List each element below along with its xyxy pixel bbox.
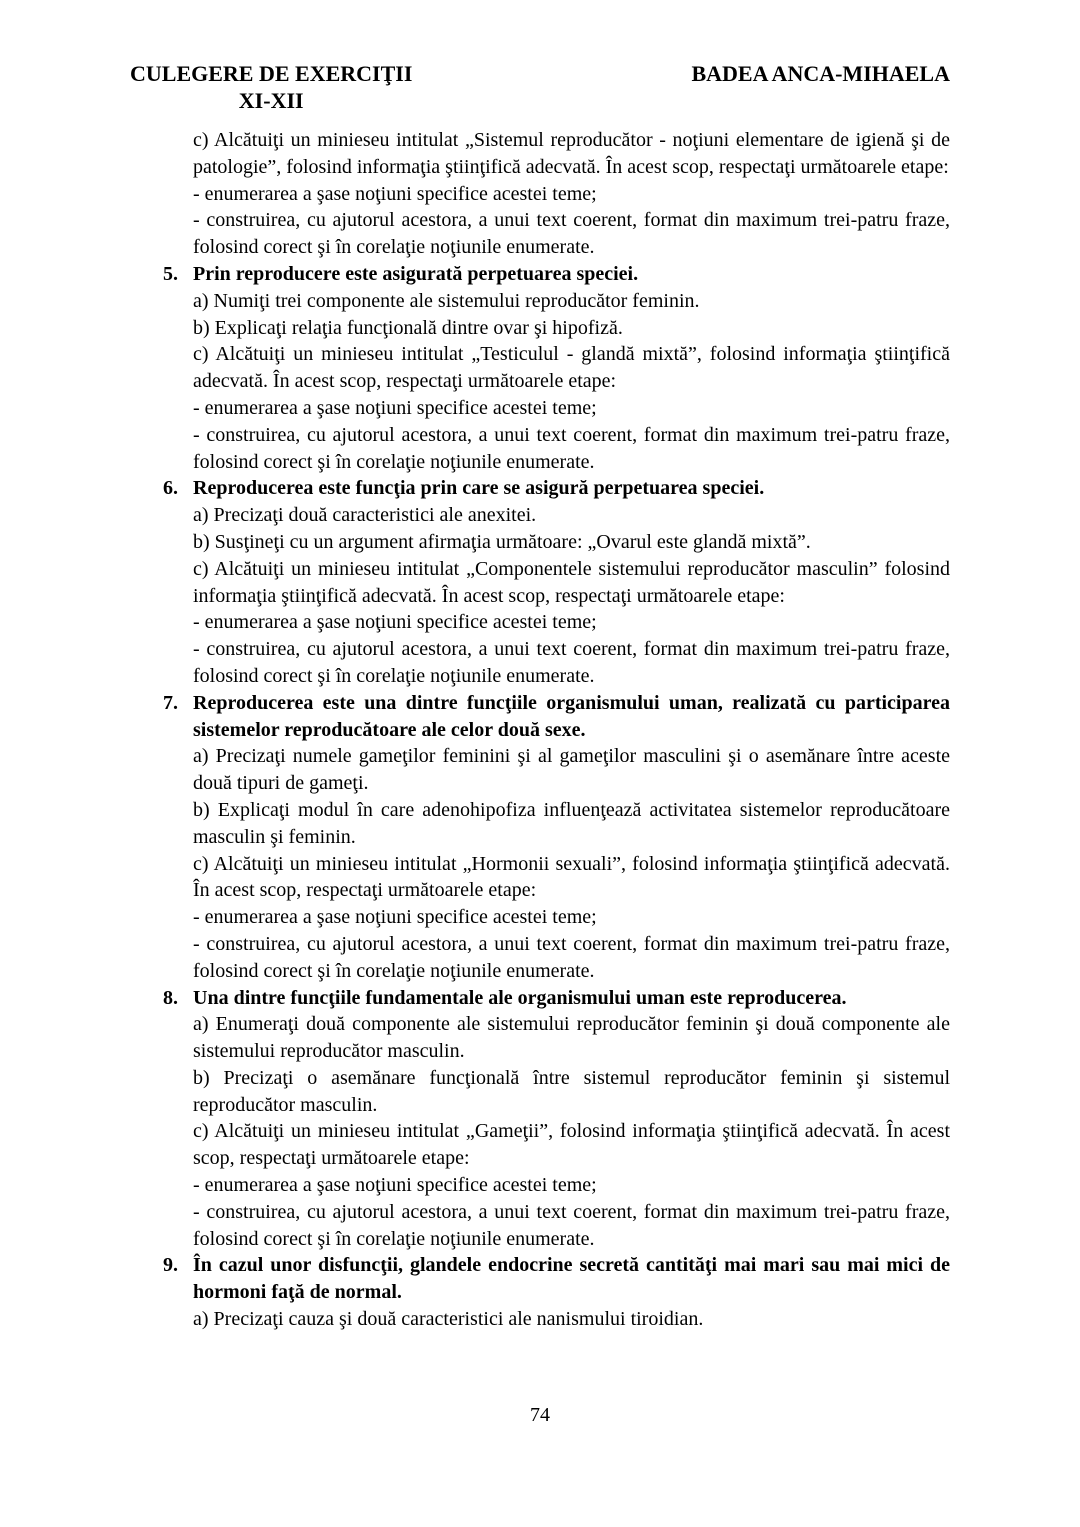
exercise-part-b: b) Susţineţi cu un argument afirmaţia următoare: „Ovarul este glandă mixtă”. (193, 530, 811, 553)
bullet-line: - enumerarea a şase noţiuni specifice acestei teme; (193, 1174, 597, 1197)
page-header (0, 0, 1080, 114)
bullet-line: - enumerarea a şase noţiuni specifice acestei teme; (193, 611, 597, 634)
item-statement: Reproducerea este una dintre funcţiile organismului uman, realizată cu participarea sistemelor reproducătoare ale celor două sexe. (193, 691, 950, 741)
exercise-part-a: a) Numiţi trei componente ale sistemului reproducător feminin. (193, 289, 700, 312)
item-number: 5. (163, 262, 178, 285)
item-number: 8. (163, 986, 178, 1009)
exercise-item-9 (163, 1252, 950, 1332)
bullet-line: - construirea, cu ajutorul acestora, a unui text coerent, format din maximum trei-patru fraze, folosind corect şi în corelaţie noţiunile enumerate. (193, 423, 950, 473)
exercise-item-5 (163, 261, 950, 475)
exercise-part-b: b) Explicaţi modul în care adenohipofiza influenţează activitatea sistemelor reproducătoare masculin şi feminin. (193, 798, 950, 848)
bullet-line: - construirea, cu ajutorul acestora, a unui text coerent, format din maximum trei-patru fraze, folosind corect şi în corelaţie noţiunile enumerate. (193, 209, 950, 259)
page-number: 74 (530, 1404, 550, 1426)
bullet-line: - enumerarea a şase noţiuni specifice acestei teme; (193, 906, 597, 929)
page-content (163, 127, 950, 1333)
exercise-part-c: c) Alcătuiţi un minieseu intitulat „Testiculul - glandă mixtă”, folosind informaţia ştiinţifică adecvată. În acest scop, respectaţi următoarele etape: (193, 343, 950, 393)
exercise-item-6 (163, 475, 950, 689)
exercise-part-c: c) Alcătuiţi un minieseu intitulat „Gameţii”, folosind informaţia ştiinţifică adecvată. În acest scop, respectaţi următoarele etape: (193, 1120, 950, 1170)
book-title-block (130, 60, 412, 114)
exercise-item-7 (163, 690, 950, 985)
exercise-part-b: b) Explicaţi relaţia funcţională dintre ovar şi hipofiză. (193, 316, 623, 339)
exercise-part-c: c) Alcătuiţi un minieseu intitulat „Hormonii sexuali”, folosind informaţia ştiinţifică adecvată. În acest scop, respectaţi următoarele etape: (193, 852, 950, 902)
bullet-line: - enumerarea a şase noţiuni specifice acestei teme; (193, 396, 597, 419)
item-number: 7. (163, 691, 178, 714)
exercise-continuation (193, 127, 950, 261)
item-statement: Prin reproducere este asigurată perpetuarea speciei. (193, 262, 639, 285)
exercise-part-c: c) Alcătuiţi un minieseu intitulat „Componentele sistemului reproducător masculin” folosind informaţia ştiinţifică adecvată. În acest scop, respectaţi următoarele etape: (193, 557, 950, 607)
item-number: 9. (163, 1254, 178, 1277)
exercise-part-b: b) Precizaţi o asemănare funcţională între sistemul reproducător feminin şi sistemul reproducător masculin. (193, 1066, 950, 1116)
bullet-line: - construirea, cu ajutorul acestora, a unui text coerent, format din maximum trei-patru fraze, folosind corect şi în corelaţie noţiunile enumerate. (193, 638, 950, 687)
item-number: 6. (163, 477, 178, 500)
exercise-item-8 (163, 985, 950, 1253)
item-statement: Reproducerea este funcţia prin care se asigură perpetuarea speciei. (193, 477, 765, 500)
book-subtitle: XI-XII (238, 88, 304, 113)
item-statement: În cazul unor disfuncţii, glandele endocrine secretă cantităţi mai mari sau mai mici de hormoni faţă de normal. (193, 1254, 950, 1304)
book-title: CULEGERE DE EXERCIŢII (130, 61, 413, 86)
exercise-part-c: c) Alcătuiţi un minieseu intitulat „Sistemul reproducător - noţiuni elementare de igienă şi de patologie”, folosind informaţia ştiinţifică adecvată. În acest scop, respectaţi următoarele etape: (193, 129, 950, 178)
exercise-part-a: a) Precizaţi două caracteristici ale anexitei. (193, 504, 537, 527)
bullet-line: - construirea, cu ajutorul acestora, a unui text coerent, format din maximum trei-patru fraze, folosind corect şi în corelaţie noţiunile enumerate. (193, 1200, 950, 1250)
bullet-line: - enumerarea a şase noţiuni specifice acestei teme; (193, 182, 597, 205)
exercise-part-a: a) Precizaţi cauza şi două caracteristici ale nanismului tiroidian. (193, 1308, 704, 1331)
exercise-part-a: a) Enumeraţi două componente ale sistemului reproducător feminin şi două componente ale sistemului reproducător masculin. (193, 1013, 950, 1063)
author-name: BADEA ANCA-MIHAELA (691, 61, 950, 86)
page-footer (0, 1404, 1080, 1427)
bullet-line: - construirea, cu ajutorul acestora, a unui text coerent, format din maximum trei-patru fraze, folosind corect şi în corelaţie noţiunile enumerate. (193, 932, 950, 982)
exercise-part-a: a) Precizaţi numele gameţilor feminini şi al gameţilor masculini şi o asemănare între aceste două tipuri de gameţi. (193, 745, 950, 795)
item-statement: Una dintre funcţiile fundamentale ale organismului uman este reproducerea. (193, 986, 847, 1009)
